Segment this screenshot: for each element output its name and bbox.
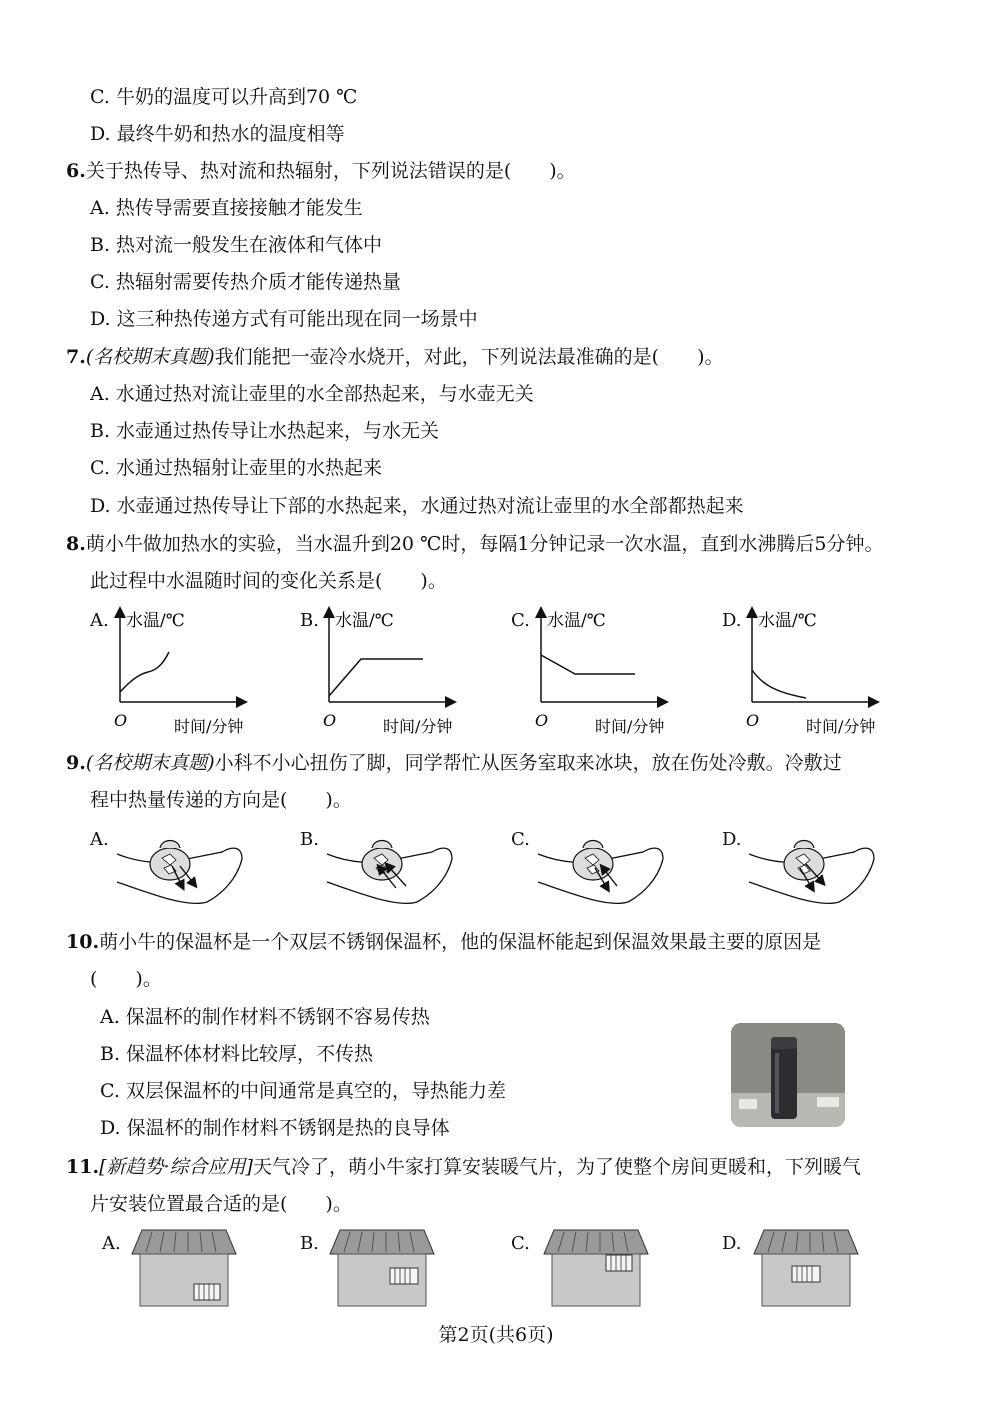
q7-option-b: B. 水壶通过热传导让水热起来，与水无关 — [90, 420, 440, 442]
q8-stem-line-1 — [66, 531, 884, 557]
q8-label-d: D. — [722, 610, 742, 631]
q8-label-b: B. — [300, 610, 319, 631]
q8-ylabel-d: 水温/℃ — [758, 611, 817, 631]
q9-scene-d — [744, 824, 884, 914]
q11-stem-line-1 — [66, 1154, 861, 1180]
q8-xlabel-c: 时间/分钟 — [595, 717, 665, 736]
q8-ylabel-a: 水温/℃ — [126, 611, 185, 631]
q11-label-c: C. — [511, 1233, 530, 1254]
q7-option-c: C. 水通过热辐射让壶里的水热起来 — [90, 457, 382, 479]
q7-stem-line — [66, 344, 724, 370]
q11-house-b — [326, 1228, 438, 1308]
q9-label-d: D. — [722, 829, 742, 850]
q8-origin-b: O — [323, 711, 337, 730]
q7-option-a: A. 水通过热对流让壶里的水全部热起来，与水壶无关 — [90, 383, 534, 405]
q8-label-a: A. — [90, 610, 109, 631]
q8-xlabel-d: 时间/分钟 — [806, 717, 876, 736]
q8-stem-line-2: 此过程中水温随时间的变化关系是( )。 — [90, 570, 447, 592]
q6-number: 6. — [66, 160, 86, 182]
q8-curve-d — [752, 670, 806, 698]
q8-graph-b — [321, 604, 481, 740]
q9-stem-1: 小科不小心扭伤了脚，同学帮忙从医务室取来冰块，放在伤处冷敷。冷敷过 — [214, 752, 842, 774]
q10-option-b: B. 保温杯体材料比较厚，不传热 — [100, 1043, 374, 1065]
q7-number: 7. — [66, 346, 86, 368]
q11-stem-1: 天气冷了，萌小牛家打算安装暖气片，为了使整个房间更暖和，下列暖气 — [252, 1156, 861, 1178]
q6-stem-line — [66, 158, 576, 184]
thermos-photo — [731, 1023, 845, 1127]
radiator-icon — [194, 1284, 220, 1300]
q8-origin-c: O — [535, 711, 549, 730]
q11-label-d: D. — [722, 1233, 742, 1254]
q9-scene-a — [112, 824, 252, 914]
q8-curve-a — [120, 652, 169, 692]
q10-number: 10. — [66, 931, 100, 953]
q9-number: 9. — [66, 752, 86, 774]
radiator-icon — [390, 1268, 418, 1284]
q11-label-a: A. — [102, 1233, 121, 1254]
q9-label-c: C. — [511, 829, 530, 850]
q11-label-b: B. — [300, 1233, 319, 1254]
q8-graph-a — [112, 604, 272, 740]
q11-stem-line-2: 片安装位置最合适的是( )。 — [90, 1193, 352, 1215]
q11-tag: [新趋势·综合应用] — [99, 1156, 253, 1178]
q10-option-c: C. 双层保温杯的中间通常是真空的，导热能力差 — [100, 1080, 506, 1102]
q5-option-c: C. 牛奶的温度可以升高到70 ℃ — [90, 86, 358, 108]
q6-option-b: B. 热对流一般发生在液体和气体中 — [90, 234, 383, 256]
q5-option-d: D. 最终牛奶和热水的温度相等 — [90, 123, 345, 145]
q7-option-d: D. 水壶通过热传导让下部的水热起来，水通过热对流让壶里的水全部都热起来 — [90, 495, 744, 517]
q9-tag: (名校期末真题) — [85, 752, 215, 774]
q7-stem: 我们能把一壶冷水烧开，对此，下列说法最准确的是( )。 — [214, 346, 724, 368]
q10-option-a: A. 保温杯的制作材料不锈钢不容易传热 — [100, 1006, 430, 1028]
q9-label-b: B. — [300, 829, 319, 850]
q10-option-d: D. 保温杯的制作材料不锈钢是热的良导体 — [100, 1117, 450, 1139]
q8-xlabel-a: 时间/分钟 — [174, 717, 244, 736]
q11-house-a — [128, 1228, 240, 1308]
q11-house-d — [750, 1228, 862, 1308]
q8-origin-a: O — [114, 711, 128, 730]
q8-graph-c — [533, 604, 693, 740]
q11-house-c — [540, 1228, 652, 1308]
q7-tag: (名校期末真题) — [85, 346, 215, 368]
radiator-icon — [792, 1266, 820, 1282]
q8-stem-1: 萌小牛做加热水的实验，当水温升到20 ℃时，每隔1分钟记录一次水温，直到水沸腾后5分钟。 — [85, 533, 884, 555]
q9-stem-line-2: 程中热量传递的方向是( )。 — [90, 789, 352, 811]
q8-graph-d — [744, 604, 904, 740]
q6-stem: 关于热传导、热对流和热辐射，下列说法错误的是( )。 — [85, 160, 576, 182]
radiator-icon — [606, 1255, 632, 1271]
q8-number: 8. — [66, 533, 86, 555]
q8-curve-c — [541, 655, 635, 674]
q11-number: 11. — [66, 1156, 100, 1178]
thermos-bottle-icon — [731, 1023, 845, 1127]
q10-stem-line-1 — [66, 929, 821, 955]
q6-option-c: C. 热辐射需要传热介质才能传递热量 — [90, 271, 401, 293]
q9-label-a: A. — [90, 829, 109, 850]
q9-scene-b — [322, 824, 462, 914]
q10-stem-1: 萌小牛的保温杯是一个双层不锈钢保温杯，他的保温杯能起到保温效果最主要的原因是 — [99, 931, 822, 953]
q8-ylabel-c: 水温/℃ — [547, 611, 606, 631]
q9-stem-line-1 — [66, 750, 842, 776]
q8-label-c: C. — [511, 610, 530, 631]
q10-stem-line-2: ( )。 — [90, 968, 162, 990]
q8-ylabel-b: 水温/℃ — [335, 611, 394, 631]
q8-curve-b — [329, 659, 423, 696]
q8-xlabel-b: 时间/分钟 — [383, 717, 453, 736]
q6-option-a: A. 热传导需要直接接触才能发生 — [90, 197, 363, 219]
page-footer: 第2页(共6页) — [438, 1324, 554, 1346]
q8-origin-d: O — [746, 711, 760, 730]
q6-option-d: D. 这三种热传递方式有可能出现在同一场景中 — [90, 308, 478, 330]
q9-scene-c — [533, 824, 673, 914]
